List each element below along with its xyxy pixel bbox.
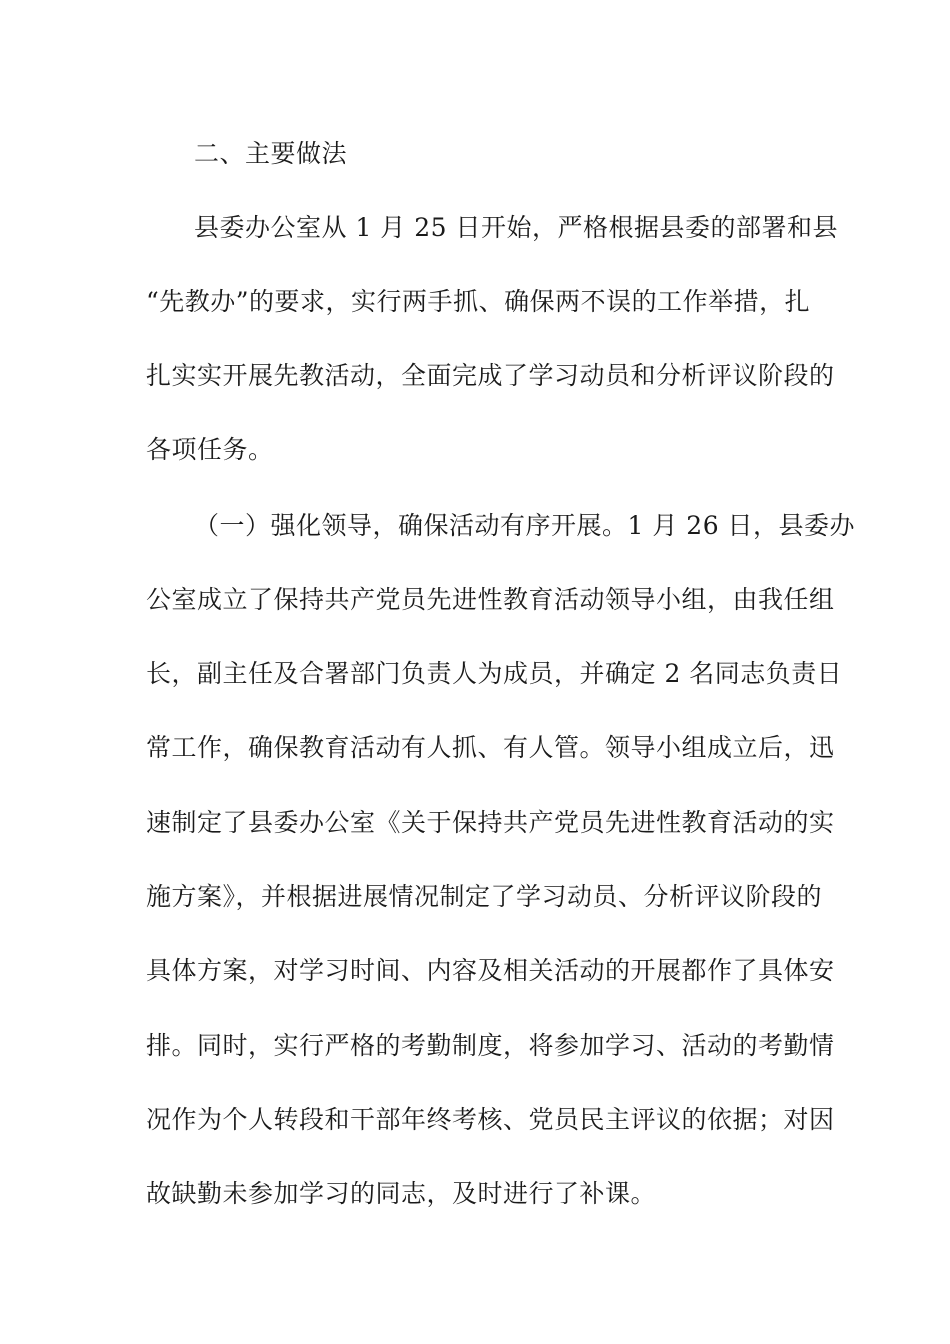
paragraph-line: 况作为个人转段和干部年终考核、党员民主评议的依据；对因: [146, 1105, 835, 1134]
paragraph-line: 故缺勤未参加学习的同志，及时进行了补课。: [146, 1179, 657, 1208]
section-heading: 二、主要做法: [194, 139, 348, 168]
paragraph-line: 排。同时，实行严格的考勤制度，将参加学习、活动的考勤情: [146, 1031, 835, 1060]
paragraph-line: 常工作，确保教育活动有人抓、有人管。领导小组成立后，迅: [146, 733, 835, 762]
paragraph-line: “先教办”的要求，实行两手抓、确保两不误的工作举措，扎: [146, 287, 811, 316]
paragraph-line: 各项任务。: [146, 435, 274, 464]
paragraph-line: 公室成立了保持共产党员先进性教育活动领导小组，由我任组: [146, 585, 835, 614]
paragraph-line: 施方案》，并根据进展情况制定了学习动员、分析评议阶段的: [146, 882, 823, 911]
paragraph-line: 具体方案，对学习时间、内容及相关活动的开展都作了具体安: [146, 956, 835, 985]
paragraph-line: 扎实实开展先教活动，全面完成了学习动员和分析评议阶段的: [146, 361, 835, 390]
paragraph-line: （一）强化领导，确保活动有序开展。1 月 26 日，县委办: [194, 511, 856, 540]
paragraph-line: 县委办公室从 1 月 25 日开始，严格根据县委的部署和县: [194, 213, 839, 242]
paragraph-line: 速制定了县委办公室《关于保持共产党员先进性教育活动的实: [146, 808, 835, 837]
paragraph-line: 长，副主任及合署部门负责人为成员，并确定 2 名同志负责日: [146, 659, 843, 688]
